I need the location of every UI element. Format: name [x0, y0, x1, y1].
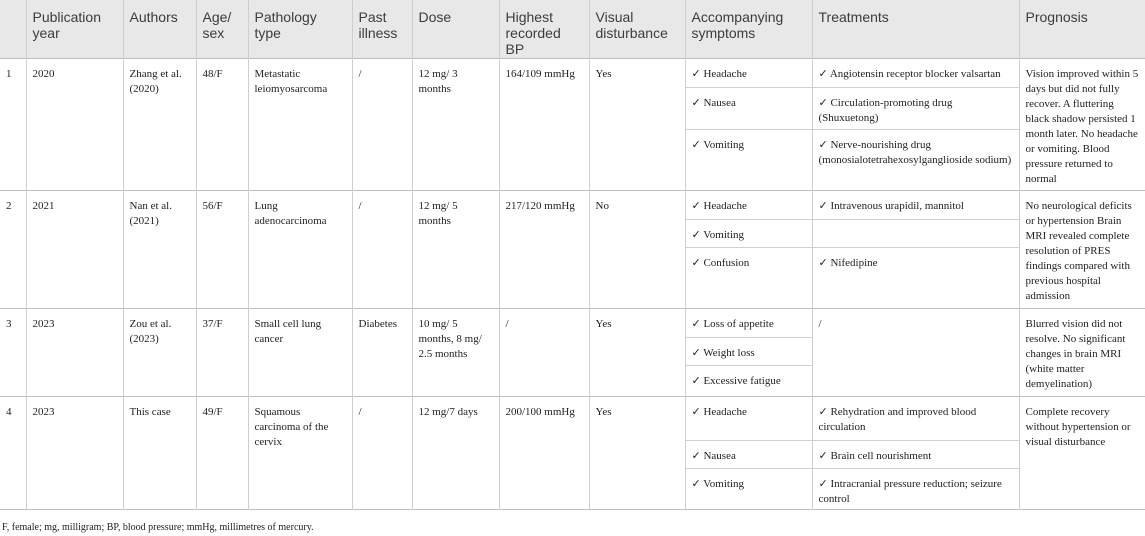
publication-year-cell: 2021: [26, 190, 123, 308]
header-prognosis: Prognosis: [1019, 0, 1145, 58]
past-illness-cell: Diabetes: [352, 308, 412, 396]
dose-cell: 12 mg/ 3 months: [412, 58, 499, 190]
treatment-item: ✓ Circulation-promoting drug (Shuxuetong): [813, 87, 1019, 129]
table-row: [0, 58, 1145, 190]
header-row: [0, 0, 1145, 58]
table-row: [0, 308, 1145, 396]
past-illness-cell: /: [352, 190, 412, 308]
symptom-item: ✓ Headache: [691, 405, 747, 418]
header-dose: Dose: [412, 0, 499, 58]
dose-cell: 12 mg/ 5 months: [412, 190, 499, 308]
pathology-cell: Lung adenocarcinoma: [248, 190, 352, 308]
symptom-item: ✓ Nausea: [686, 87, 812, 129]
dose-cell: 10 mg/ 5 months, 8 mg/ 2.5 months: [412, 308, 499, 396]
highest-bp-cell: 164/109 mmHg: [499, 58, 589, 190]
header-accompanying-symptoms: Accompanying symptoms: [685, 0, 812, 58]
symptom-item: ✓ Confusion: [686, 247, 812, 308]
row-number: 1: [6, 67, 12, 80]
visual-disturbance-cell: No: [589, 190, 685, 308]
treatment-item: ✓ Intravenous urapidil, mannitol: [818, 199, 964, 212]
treatments-cell: [812, 396, 1019, 509]
symptoms-cell: [685, 396, 812, 509]
treatment-item: ✓ Angiotensin receptor blocker valsartan: [818, 67, 1001, 80]
table-row: [0, 396, 1145, 509]
header-age-sex: Age/ sex: [196, 0, 248, 58]
table-row: [0, 190, 1145, 308]
treatment-item: ✓ Rehydration and improved blood circulation: [818, 405, 977, 433]
publication-year-cell: 2023: [26, 396, 123, 509]
header-authors: Authors: [123, 0, 196, 58]
row-number: 3: [6, 317, 12, 330]
treatments-cell: [812, 58, 1019, 190]
authors-cell: Zhang et al. (2020): [123, 58, 196, 190]
highest-bp-cell: 200/100 mmHg: [499, 396, 589, 509]
treatment-item: ✓ Intracranial pressure reduction; seizure control: [813, 468, 1019, 509]
age-sex-cell: 48/F: [196, 58, 248, 190]
symptom-item: ✓ Headache: [691, 67, 747, 80]
publication-year-cell: 2020: [26, 58, 123, 190]
highest-bp-cell: /: [499, 308, 589, 396]
row-number: 2: [6, 199, 12, 212]
prognosis-cell: Vision improved within 5 days but did not fully recover. A fluttering black shadow persisted 1 month later. No headache or vomiting. Blood pressure returned to normal: [1019, 58, 1145, 190]
age-sex-cell: 56/F: [196, 190, 248, 308]
symptom-item: ✓ Weight loss: [686, 337, 812, 365]
age-sex-cell: 49/F: [196, 396, 248, 509]
header-visual-disturbance: Visual disturbance: [589, 0, 685, 58]
treatments-cell: [812, 190, 1019, 308]
age-sex-cell: 37/F: [196, 308, 248, 396]
treatment-item: ✓ Nerve-nourishing drug (monosialotetrahexosylganglioside sodium): [813, 129, 1019, 190]
pathology-cell: Small cell lung cancer: [248, 308, 352, 396]
treatments-cell: [812, 308, 1019, 396]
prognosis-cell: Complete recovery without hypertension or visual disturbance: [1019, 396, 1145, 509]
authors-cell: This case: [123, 396, 196, 509]
authors-cell: Nan et al. (2021): [123, 190, 196, 308]
header-highest-bp: Highest recorded BP: [499, 0, 589, 58]
symptom-item: ✓ Headache: [691, 199, 747, 212]
dose-cell: 12 mg/7 days: [412, 396, 499, 509]
symptoms-cell: [685, 308, 812, 396]
past-illness-cell: /: [352, 58, 412, 190]
visual-disturbance-cell: Yes: [589, 58, 685, 190]
header-publication-year: Publication year: [26, 0, 123, 58]
symptom-item: ✓ Excessive fatigue: [686, 365, 812, 396]
table-footnote: F, female; mg, milligram; BP, blood pressure; mmHg, millimetres of mercury.: [2, 522, 314, 533]
authors-cell: Zou et al. (2023): [123, 308, 196, 396]
treatment-item: ✓ Brain cell nourishment: [813, 440, 1019, 468]
pathology-cell: Metastatic leiomyosarcoma: [248, 58, 352, 190]
publication-year-cell: 2023: [26, 308, 123, 396]
symptom-item: ✓ Loss of appetite: [691, 317, 774, 330]
visual-disturbance-cell: Yes: [589, 396, 685, 509]
symptom-item: ✓ Vomiting: [686, 129, 812, 190]
symptoms-cell: [685, 58, 812, 190]
prognosis-cell: Blurred vision did not resolve. No significant changes in brain MRI (white matter demyelination): [1019, 308, 1145, 396]
pathology-cell: Squamous carcinoma of the cervix: [248, 396, 352, 509]
header-pathology-type: Pathology type: [248, 0, 352, 58]
symptom-item: ✓ Vomiting: [686, 468, 812, 509]
header-past-illness: Past illness: [352, 0, 412, 58]
prognosis-cell: No neurological deficits or hypertension Brain MRI revealed complete resolution of PRES findings compared with previous hospital admission: [1019, 190, 1145, 308]
highest-bp-cell: 217/120 mmHg: [499, 190, 589, 308]
past-illness-cell: /: [352, 396, 412, 509]
header-treatments: Treatments: [812, 0, 1019, 58]
visual-disturbance-cell: Yes: [589, 308, 685, 396]
symptom-item: ✓ Nausea: [686, 440, 812, 468]
symptom-item: ✓ Vomiting: [686, 219, 812, 247]
header-number: [0, 0, 26, 58]
treatment-item: [813, 219, 1019, 247]
row-number: 4: [6, 405, 12, 418]
treatment-item: ✓ Nifedipine: [813, 247, 1019, 308]
symptoms-cell: [685, 190, 812, 308]
treatment-item: /: [818, 317, 822, 330]
